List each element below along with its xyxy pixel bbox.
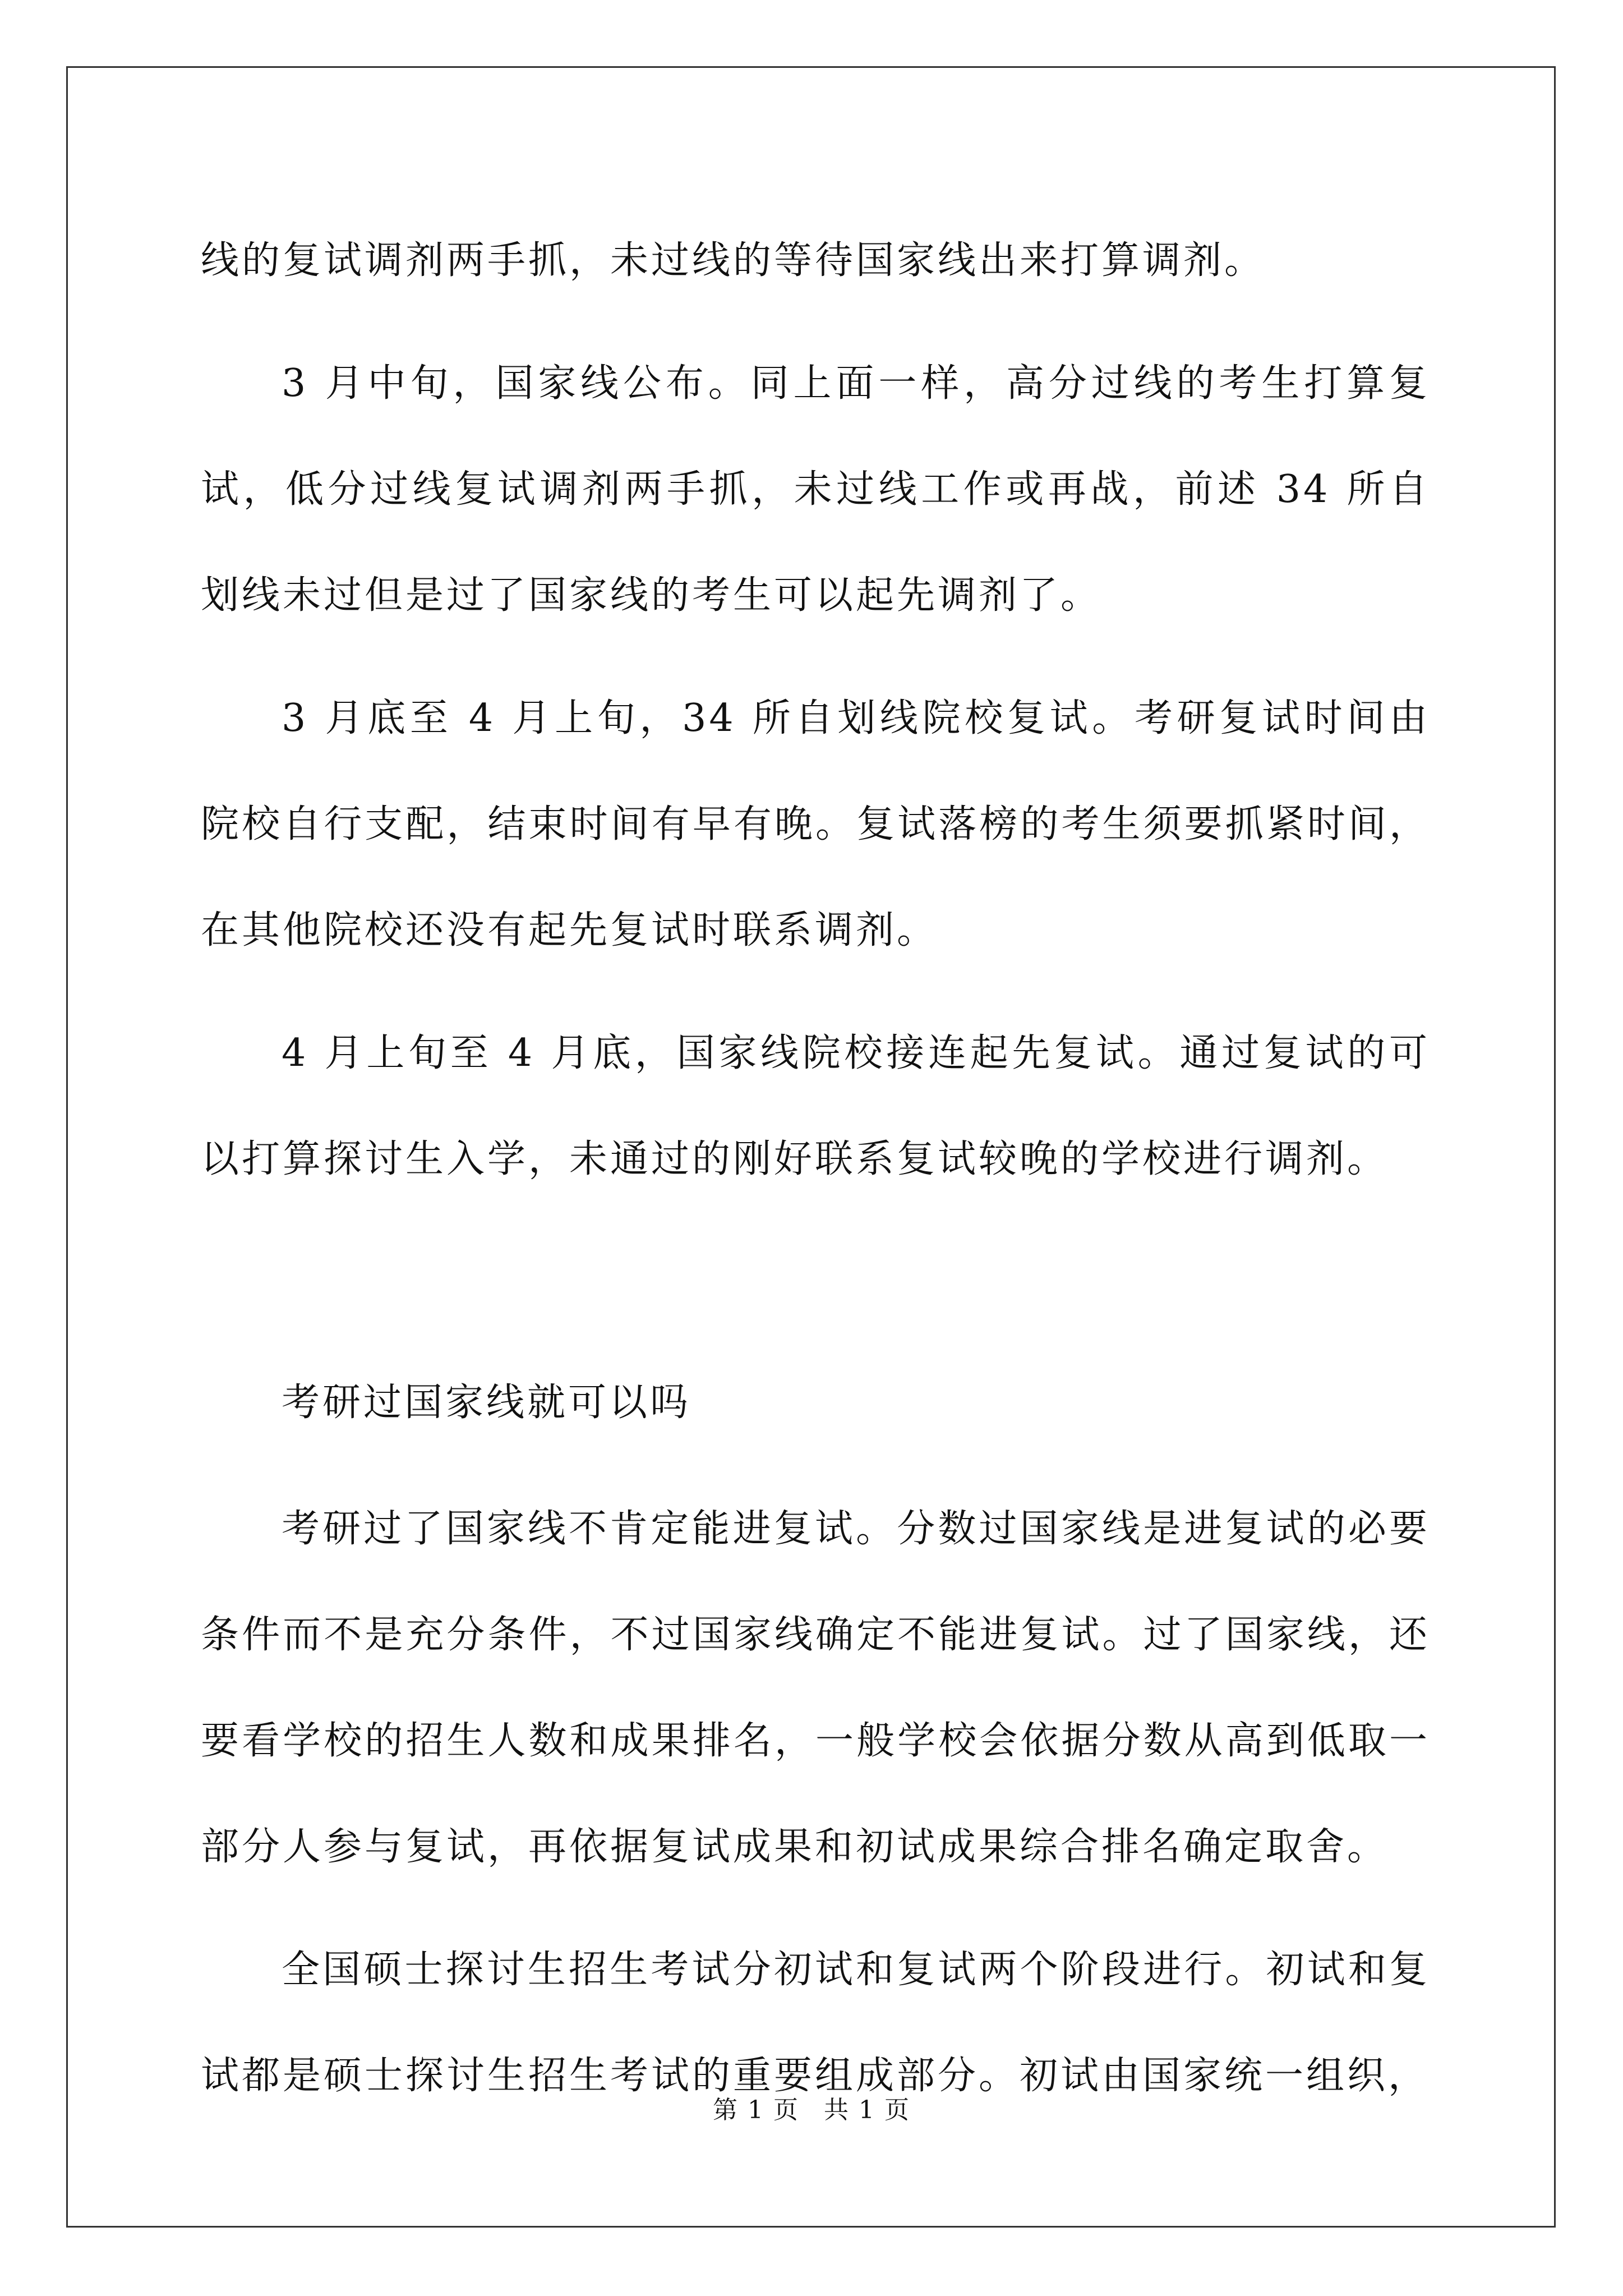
section-heading: 考研过国家线就可以吗 (282, 1381, 691, 1425)
page-total: 共 1 页 (824, 2096, 910, 2124)
page-number: 第 1 页 (713, 2096, 799, 2124)
paragraph: 全国硕士探讨生招生考试分初试和复试两个阶段进行。初试和复试都是硕士探讨生招生考试的重要组成部分。初试由国家统一组织， (201, 1948, 1430, 2098)
paragraph: 线的复试调剂两手抓，未过线的等待国家线出来打算调剂。 (201, 238, 1266, 283)
document-body (201, 208, 1430, 2146)
paragraph: 4 月上旬至 4 月底，国家线院校接连起先复试。通过复试的可以打算探讨生入学，未通过的刚好联系复试较晚的学校进行调剂。 (201, 1031, 1430, 1181)
page-footer (0, 2090, 1623, 2125)
paragraph: 考研过了国家线不肯定能进复试。分数过国家线是进复试的必要条件而不是充分条件，不过国家线确定不能进复试。过了国家线，还要看学校的招生人数和成果排名，一般学校会依据分数从高到低取一部分人参与复试，再依据复试成果和初试成果综合排名确定取舍。 (201, 1507, 1430, 1869)
paragraph: 3 月底至 4 月上旬，34 所自划线院校复试。考研复试时间由院校自行支配，结束时间有早有晚。复试落榜的考生须要抓紧时间，在其他院校还没有起先复试时联系调剂。 (201, 696, 1430, 953)
paragraph: 3 月中旬，国家线公布。同上面一样，高分过线的考生打算复试，低分过线复试调剂两手抓，未过线工作或再战，前述 34 所自划线未过但是过了国家线的考生可以起先调剂了。 (201, 361, 1430, 618)
